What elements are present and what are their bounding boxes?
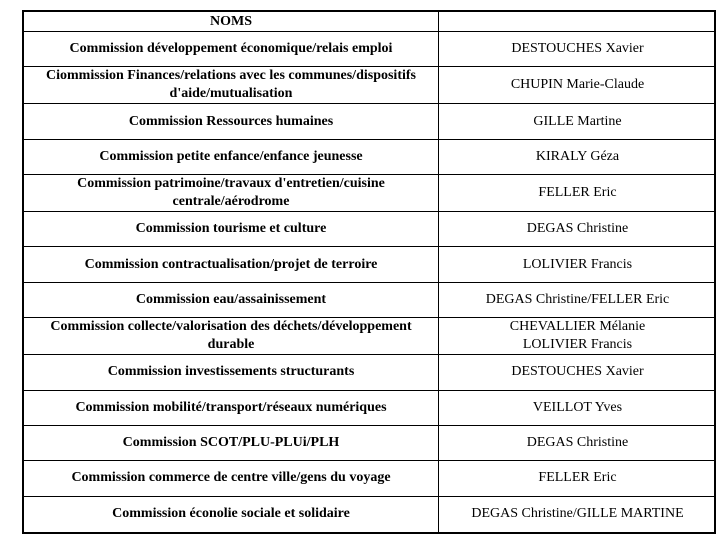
commission-cell: Commission mobilité/transport/réseaux numériques [24,391,439,426]
commission-cell: Commission commerce de centre ville/gens du voyage [24,461,439,496]
name-cell: KIRALY Géza [439,140,716,175]
name-cell: DEGAS Christine [439,212,716,247]
name-cell: GILLE Martine [439,104,716,139]
commission-cell: Commission contractualisation/projet de terroire [24,247,439,282]
commission-cell: Commission Ressources humaines [24,104,439,139]
header-noms: NOMS [24,12,439,32]
name-cell: DESTOUCHES Xavier [439,355,716,390]
commissions-table [22,10,716,534]
commission-cell: Commission investissements structurants [24,355,439,390]
commission-cell: Commission eau/assainissement [24,283,439,318]
commission-cell: Commission tourisme et culture [24,212,439,247]
name-cell: DEGAS Christine/FELLER Eric [439,283,716,318]
commission-cell: Commission collecte/valorisation des déchets/développement durable [24,318,439,355]
commission-cell: Commission développement économique/relais emploi [24,32,439,67]
header-empty [439,12,716,32]
name-cell: DESTOUCHES Xavier [439,32,716,67]
name-cell: VEILLOT Yves [439,391,716,426]
commission-cell: Commission patrimoine/travaux d'entretien/cuisine centrale/aérodrome [24,175,439,212]
commission-cell: Commission SCOT/PLU-PLUi/PLH [24,426,439,461]
name-cell: DEGAS Christine/GILLE MARTINE [471,506,684,522]
name-cell: DEGAS Christine [439,426,716,461]
commission-cell: Commission éconolie sociale et solidaire [24,497,439,532]
commission-cell: Commission petite enfance/enfance jeunesse [24,140,439,175]
name-cell: FELLER Eric [439,175,716,212]
name-cell: FELLER Eric [439,461,716,496]
commission-cell: Ciommission Finances/relations avec les communes/dispositifs d'aide/mutualisation [24,67,439,104]
name-cell: CHUPIN Marie-Claude [439,67,716,104]
name-cell: CHEVALLIER Mélanie LOLIVIER Francis [439,318,716,355]
name-cell: LOLIVIER Francis [439,247,716,282]
